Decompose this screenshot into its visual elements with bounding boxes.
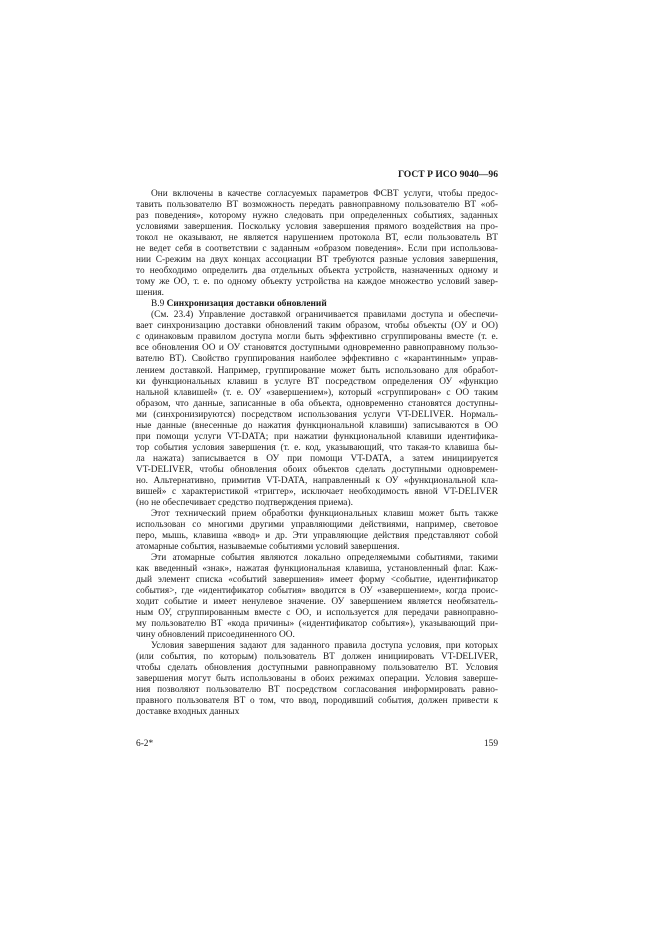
document-header: ГОСТ Р ИСО 9040—96 (397, 169, 498, 180)
paragraph-line: как введенный «знак», нажатая функциональная клавиша, установленный флаг. Каж- (136, 564, 498, 575)
paragraph-line: ки функциональных клавиш в услуге ВТ посредством определения ОУ «функцио (136, 376, 498, 387)
paragraph-line: шения. (136, 288, 164, 299)
paragraph-line: условиями завершения. Поскольку условия завершения прямого воздействия на про- (136, 222, 498, 233)
paragraph-line: перо, мышь, клавиша «ввод» и др. Эти управляющие действия представляют собой (136, 530, 498, 541)
paragraph-line: тавить пользователю ВТ возможность передать равноправному пользователю ВТ «об- (136, 200, 498, 211)
paragraph-line: вателю ВТ). Свойство группирования наиболее эффективно с «карантинным» управ- (136, 354, 498, 365)
paragraph-line: тор события условия завершения (т. е. код, указывающий, что такая-то клавиша бы- (136, 442, 498, 453)
paragraph-line: нальной клавишей» (т. е. ОУ «завершением»), который «сгруппирован» с ОО таким (136, 387, 498, 398)
paragraph-line: дый элемент списка «событий завершения» имеет форму <событие, идентификатор (136, 575, 498, 586)
paragraph-line: VT-DELIVER, чтобы обновления обоих объектов сделать доступными одновремен- (136, 464, 498, 475)
paragraph-line: Этот технический прием обработки функциональных клавиш может быть также (151, 508, 498, 519)
paragraph-line: му пользователю ВТ «кода причины» («идентификатор события»), указывающий при- (136, 619, 498, 630)
paragraph-line: тому же ОО, т. е. по одному объекту устройства на каждое множество условий завер- (136, 277, 498, 288)
paragraph-line: образом, что данные, записанные в оба объекта, одновременно становятся доступны- (136, 398, 498, 409)
paragraph-line: при помощи услуги VT-DATA; при нажатии функциональной клавиши идентифика- (136, 431, 498, 442)
paragraph-line: не ведет себя в соответствии с заданным «образом поведения». Если при использова- (136, 244, 498, 255)
paragraph-line: доставке входных данных (136, 707, 240, 718)
paragraph-line: вишей» с характеристикой «триггер», исключает необходимость явной VT-DELIVER (136, 486, 498, 497)
paragraph-line: атомарные события, называемые событиями условий завершения. (136, 542, 400, 552)
paragraph-line: (но не обеспечивает средство подтверждения приема). (136, 497, 353, 508)
paragraph-line: события>, где «идентификатор события» вводится в ОУ «завершением», когда проис- (136, 586, 498, 597)
document-body (136, 189, 498, 719)
paragraph-line: ла нажата) записывается в ОУ при помощи VT-DATA, а затем инициируется (136, 453, 498, 464)
paragraph-line: Они включены в качестве согласуемых параметров ФСВТ услуги, чтобы предос- (151, 189, 498, 199)
section-heading (136, 299, 498, 310)
paragraph-line: Условия завершения задают для заданного правила доступа условия, при которых (151, 641, 498, 652)
paragraph-line: Эти атомарные события являются локально определяемыми событиями, такими (151, 553, 498, 564)
paragraph-line: нии С-режим на двух концах ассоциации ВТ требуются разные условия завершения, (136, 255, 498, 266)
paragraph-line: то необходимо определить два отдельных объекта устройств, назначенных одному и (136, 266, 498, 277)
paragraph-line: использован со многими другими управляющими действиями, например, световое (136, 519, 498, 530)
paragraph-line: ния позволяют пользователю ВТ посредством согласования информировать равно- (136, 685, 498, 696)
paragraph-line: с одинаковым правилом доступа могли быть эффективно сгруппированы вместе (т. е. (136, 332, 498, 343)
paragraph-line: чину обновлений присоединенного ОО. (136, 630, 295, 641)
paragraph-line: (или события, по которым) пользователь ВТ должен инициировать VT-DELIVER, (136, 652, 498, 663)
paragraph-line: ми (синхронизируются) посредством использования услуги VT-DELIVER. Нормаль- (136, 409, 498, 420)
paragraph-line: чтобы сделать обновления доступными равноправному пользователю ВТ. Условия (136, 663, 498, 674)
paragraph-line: ным ОУ, сгруппированным вместе с ОО, и используется для передачи равноправно- (136, 608, 498, 619)
paragraph-line: правного пользователя ВТ о том, что ввод, породивший события, должен привести к (136, 696, 498, 707)
paragraph-line: все обновления ОО и ОУ становятся доступными одновременно равноправному пользо- (136, 343, 498, 354)
paragraph-line: токол не оказывают, не является нарушением протокола ВТ, если пользователь ВТ (136, 233, 498, 244)
paragraph-line: раз поведения», которому нужно следовать при определенных событиях, заданных (136, 211, 498, 222)
paragraph-line: но. Альтернативно, примитив VT-DATA, направленный к ОУ «функциональной кла- (136, 475, 498, 486)
section-number: В.9 (151, 299, 165, 310)
paragraph-line: завершения могут быть использованы в обоих режимах операции. Условия заверше- (136, 674, 498, 685)
paragraph-line: ные данные (внесенные до нажатия функциональной клавиши) записываются в ОО (136, 420, 498, 431)
paragraph-line: ходит событие и имеет ненулевое значение. ОУ завершением является необязатель- (136, 597, 498, 608)
paragraph-line: (См. 23.4) Управление доставкой ограничивается правилами доступа и обеспечи- (151, 310, 498, 321)
section-title: Синхронизация доставки обновлений (166, 299, 327, 310)
sheet-signature: 6-2* (136, 739, 154, 749)
paragraph-line: лением доставкой. Например, группирование может быть использовано для обработ- (136, 365, 498, 376)
page-number: 159 (483, 739, 498, 749)
paragraph-line: вает синхронизацию доставки обновлений таким образом, чтобы объекты (ОУ и ОО) (136, 321, 498, 332)
